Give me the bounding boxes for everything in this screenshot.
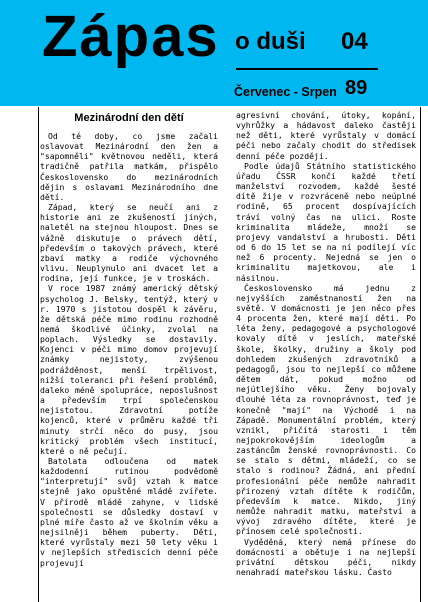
article-paragraph: Československo má jednu z nejvyšších zaměstnaností žen na světě. V domácnosti je jen něco přes 4 procenta žen, které mají děti. Po léta ženy, pedagogové a psychologové kovaly dítě v jeslích, mateřské škole, školky, družiny a školy pod dohledem zkušených zdravotníků a pedagogů, jsou to nejlepší co můžeme dětem dát, pokud možno od nejútlejšího věku. Ženy bojovaly dlouhé léta za rovnoprávnost, teď je konečně "mají" na Východě i na Západě. Monumentální problém, který vznikl, přičítá starosti i těm nejpokrokovějším ideologům a zastáncům ženské rovnoprávnosti. Co se stalo s dětmi, mládeží, co se stalo s rodinou? Žádná, ani přední profesionální péče nemůže nahradit přirozený vztah dítěte k rodičům, především k matce. Nikdo, jiný nemůže nahradit matku, mateřství a vývoj zdravého dítěte, které je přínosem celé společnosti. — [236, 282, 416, 537]
issue-number: 04 — [341, 28, 368, 55]
article-column-left — [40, 110, 218, 568]
article-paragraph: V roce 1987 známý americký dětský psycholog J. Belsky, tentýž, který v r. 1970 s jistotou dospěl k závěru, že dětská péče mimo rodinu rozhodně nemá škodlivé účinky, zvolal na poplach. Výsledky se dostavily. Kojenci v péči mimo domov projevují známky nejistoty, zvýšenou podrážděnost, menší trpělivost, nižší toleranci při řešení problémů, daleko méně spolupráce, neposlušnost a především trpí společenskou nejistotou. Zdravotní potíže kojenců, které v průměru každé tři minuty strčí něco do pusy, jsou kritický problém všech institucí, které o ně pečují. — [40, 283, 218, 456]
article-paragraph: agresivní chování, útoky, kopání, vyhrůžky a hádavost daleko častěji než děti, které vyrůstaly v domácí péči nebo začaly chodit do středisek denní péče později. — [236, 110, 416, 161]
masthead-divider — [236, 68, 378, 70]
article-paragraph: Batolata odloučena od matek každodenní rutinou podvědomě "interpretují" svůj vztah k matce stejně jako opuštěné mládě zvířete. V přírodě mládě zahyne, v lidské společnosti se důsledky dostaví v plné míře často až ve školním věku a nejsilněji během puberty. Děti, které vyrůstaly mezi 50 lety věku i v nejlepších střediscích denní péče projevují — [40, 456, 218, 568]
page-number: 89 — [345, 77, 368, 99]
magazine-subtitle: o duši — [235, 28, 306, 55]
left-frame-line — [38, 107, 39, 602]
article-paragraph: Od té doby, co jsme začali oslavovat Mezinárodní den žen a "sapomněli" květnovou neděli, která tradičně patřila matkám, přispělo Československo do mezinárodních dějin s oslavami Mezinárodního dne dětí. — [40, 131, 218, 202]
article-title: Mezinárodní den dětí — [74, 112, 184, 124]
article-paragraph: Podle údajů Státního statistického úřadu ČSSR končí každé třetí manželství rozvodem, každé šesté dítě žije v rozvráceně nebo neúplné rodině, 65 procent dospívajících tráví volný čas na ulici. Roste kriminalita mládeže, množí se projevy vandalství a hrubosti. Děti od 6 do 15 let se na ní podílejí víc než 6 procenty. Nejedná se jen o kriminalitu majetkovou, ale i násilnou. — [236, 160, 416, 283]
article-paragraph: Západ, který se neučí ani z historie ani ze zkušeností jiných, naletěl na stejnou hloupost. Dnes se vážně diskutuje o právech dětí, především o takových právech, které zbaví matky a rodiče výchovného vlivu. Neuplynulo ani dvacet let a rodina, její funkce, je v troskách. — [40, 202, 218, 284]
article-column-right — [236, 110, 416, 577]
masthead — [0, 0, 428, 106]
right-frame-line — [420, 107, 421, 602]
issue-date: Červenec - Srpen — [234, 85, 337, 99]
article-paragraph: Vyděděná, který nemá přínese do domácnosti a obětuje i na nejlepší privátní dětskou péči, nikdy nenahradí mateřskou lásku. Často — [236, 536, 416, 578]
magazine-title: Zápas — [42, 4, 220, 69]
